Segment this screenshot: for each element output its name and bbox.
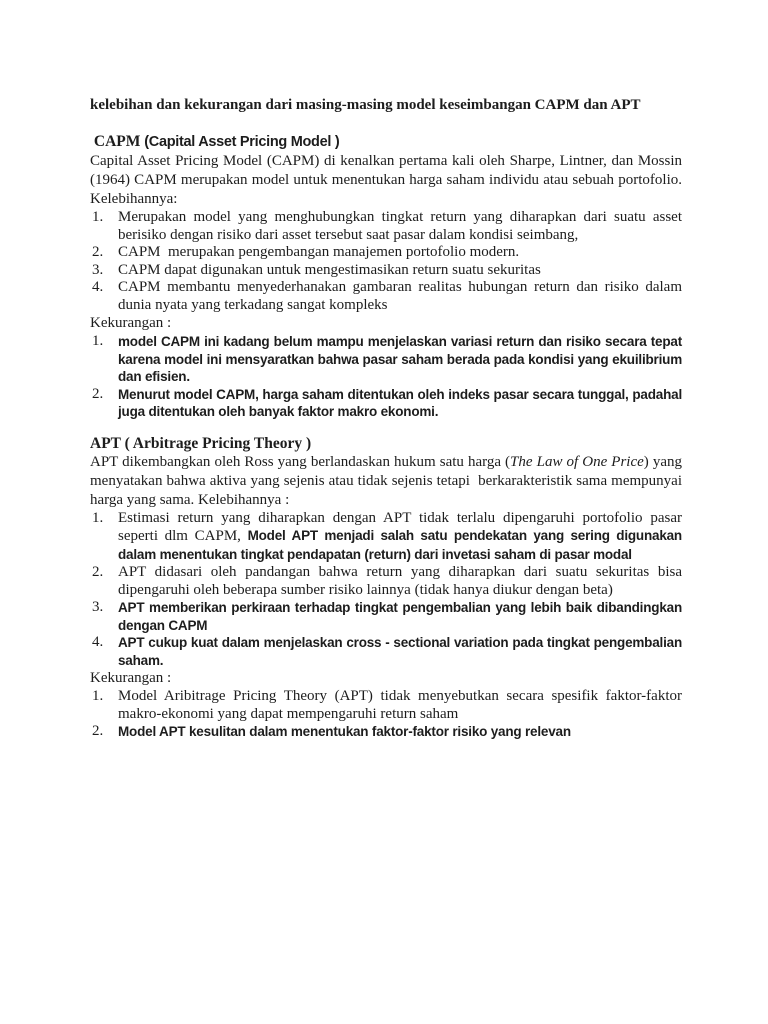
list-item-text: CAPM dapat digunakan untuk mengestimasikan return suatu sekuritas <box>118 261 541 278</box>
list-number: 2. <box>92 723 104 739</box>
document-content <box>90 96 686 741</box>
apt-intro-text: ) yang menyatakan bahwa aktiva yang sejenis atau tidak sejenis tetapi berkarakteristik sama mempunyai harga yang sama. Kelebihannya : <box>90 453 686 508</box>
apt-advantage-item <box>90 509 686 565</box>
apt-advantage-item <box>90 634 686 669</box>
list-item-text: APT memberikan perkiraan terhadap tingkat pengembalian yang lebih baik dibandingkan dengan CAPM <box>118 600 686 633</box>
list-item-text: CAPM merupakan pengembangan manajemen portofolio modern. <box>118 244 520 260</box>
list-number: 1. <box>92 509 104 526</box>
apt-advantage-item <box>90 564 686 599</box>
list-item-sans-run: Model APT menjadi salah satu pendekatan yang sering digunakan dalam menentukan tingkat pendapatan (return) dari invetasi saham di pasar modal <box>118 528 686 562</box>
list-item-text: APT cukup kuat dalam menjelaskan cross - sectional variation pada tingkat pengembalian saham. <box>118 635 686 668</box>
apt-heading: APT ( Arbitrage Pricing Theory ) <box>90 434 312 452</box>
apt-section <box>90 434 686 741</box>
list-number: 3. <box>92 599 104 615</box>
list-item-text: Model APT kesulitan dalam menentukan faktor-faktor risiko yang relevan <box>118 724 571 739</box>
list-number: 3. <box>92 261 104 278</box>
list-number: 2. <box>92 385 104 402</box>
list-number: 1. <box>92 688 104 704</box>
capm-disadvantages-label: Kekurangan : <box>90 315 172 331</box>
apt-disadvantages-list <box>90 688 686 741</box>
list-item-text: Menurut model CAPM, harga saham ditentukan oleh indeks pasar secara tunggal, padahal juga ditentukan oleh banyak faktor makro ekonomi. <box>118 386 686 419</box>
apt-intro-italic-phrase: The Law of One Price <box>510 453 644 470</box>
apt-disadvantage-item <box>90 723 682 741</box>
apt-disadvantage-item <box>90 688 686 723</box>
list-item-serif-run: Estimasi return yang diharapkan dengan APT tidak terlalu dipengaruhi portofolio pasar seperti dlm CAPM, <box>118 509 686 544</box>
list-item-text: model CAPM ini kadang belum mampu menjelaskan variasi return dan risiko secara tepat karena model ini mensyaratkan bahwa pasar saham berada pada kondisi yang ekuilibrium dan efisien. <box>118 334 686 384</box>
list-number: 1. <box>92 333 104 349</box>
list-number: 2. <box>92 564 104 580</box>
capm-heading-sub: (Capital Asset Pricing Model ) <box>144 134 340 150</box>
list-number: 1. <box>92 209 104 225</box>
capm-advantages-list <box>90 209 686 314</box>
capm-advantage-item <box>90 244 682 262</box>
apt-intro-paragraph <box>90 453 686 510</box>
apt-advantage-item <box>90 599 686 634</box>
capm-disadvantage-item <box>90 333 686 386</box>
capm-disadvantage-item <box>90 385 686 421</box>
list-item-text <box>118 509 686 565</box>
list-item-text: CAPM membantu menyederhanakan gambaran realitas hubungan return dan risiko dalam dunia nyata yang terkadang sangat kompleks <box>118 279 686 313</box>
capm-intro-paragraph: Capital Asset Pricing Model (CAPM) di kenalkan pertama kali oleh Sharpe, Lintner, dan Mossin (1964) CAPM merupakan model untuk menentukan harga saham individu atau sebuah portofolio. Kelebihannya: <box>90 153 686 207</box>
capm-advantage-item <box>90 279 686 314</box>
capm-advantage-item <box>90 262 682 280</box>
list-item-text: Merupakan model yang menghubungkan tingkat return yang diharapkan dari suatu asset berisiko dengan risiko dari asset tersebut saat pasar dalam kondisi seimbang, <box>118 209 686 243</box>
capm-heading <box>90 132 682 152</box>
apt-intro-text: APT dikembangkan oleh Ross yang berlandaskan hukum satu harga ( <box>90 453 511 470</box>
apt-disadvantages-label: Kekurangan : <box>90 670 172 686</box>
list-number: 4. <box>92 634 104 650</box>
list-item-text: APT didasari oleh pandangan bahwa return yang diharapkan dari suatu sekuritas bisa dipengaruhi oleh beberapa sumber risiko lainnya (tidak hanya diukur dengan beta) <box>118 564 686 598</box>
capm-section <box>90 132 686 421</box>
list-number: 2. <box>92 244 104 260</box>
capm-advantage-item <box>90 209 686 244</box>
list-item-text: Model Aribitrage Pricing Theory (APT) tidak menyebutkan secara spesifik faktor-faktor makro-ekonomi yang dapat mempengaruhi return saham <box>118 688 686 722</box>
capm-disadvantages-list <box>90 333 686 421</box>
apt-advantages-list <box>90 509 686 670</box>
capm-heading-main: CAPM <box>90 133 141 150</box>
document-title: kelebihan dan kekurangan dari masing-masing model keseimbangan CAPM dan APT <box>90 97 641 113</box>
list-number: 4. <box>92 279 104 295</box>
